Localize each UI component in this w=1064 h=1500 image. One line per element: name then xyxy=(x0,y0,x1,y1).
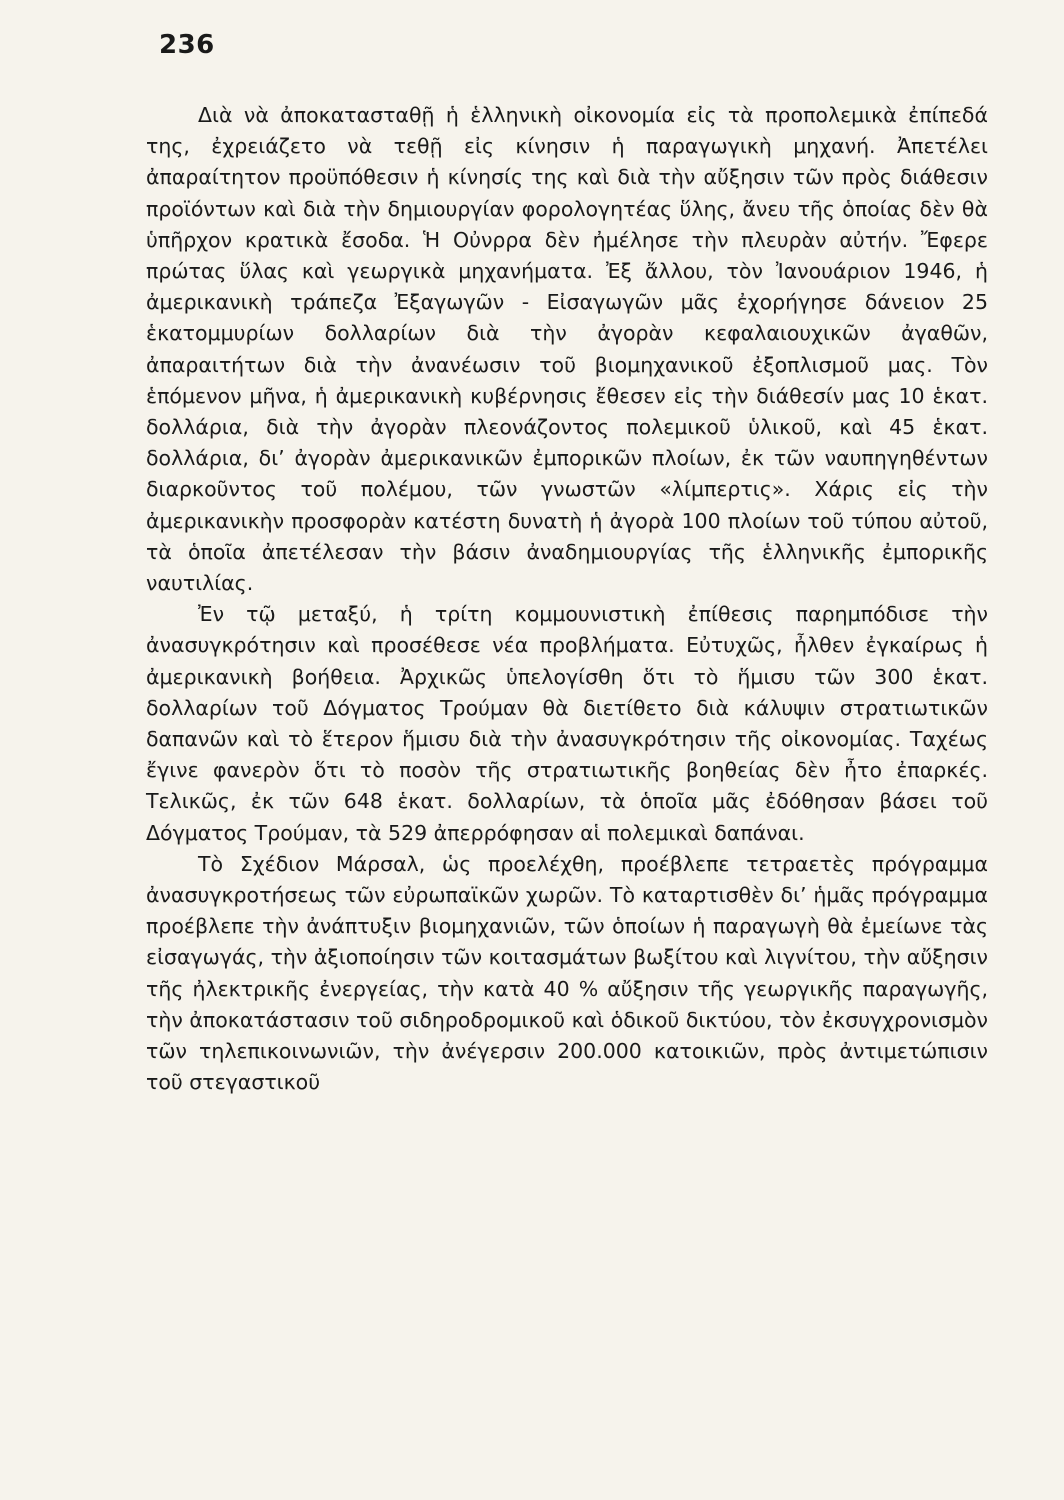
body-text xyxy=(146,100,988,1099)
paragraph-2: Ἐν τῷ μεταξύ, ἡ τρίτη κομμουνιστικὴ ἐπίθεσις παρημπόδισε τὴν ἀνασυγκρότησιν καὶ προσέθεσε νέα προβλήματα. Εὐτυχῶς, ἦλθεν ἐγκαίρως ἡ ἀμερικανικὴ βοήθεια. Ἀρχικῶς ὑπελογίσθη ὅτι τὸ ἥμισυ τῶν 300 ἑκατ. δολλαρίων τοῦ Δόγματος Τρούμαν θὰ διετίθετο διὰ κάλυψιν στρατιωτικῶν δαπανῶν καὶ τὸ ἕτερον ἥμισυ διὰ τὴν ἀνασυγκρότησιν τῆς οἰκονομίας. Ταχέως ἔγινε φανερὸν ὅτι τὸ ποσὸν τῆς στρατιωτικῆς βοηθείας δὲν ἦτο ἐπαρκές. Τελικῶς, ἐκ τῶν 648 ἑκατ. δολλαρίων, τὰ ὁποῖα μᾶς ἐδόθησαν βάσει τοῦ Δόγματος Τρούμαν, τὰ 529 ἀπερρόφησαν αἱ πολεμικαὶ δαπάναι. xyxy=(146,602,988,845)
paragraph-3: Τὸ Σχέδιον Μάρσαλ, ὡς προελέχθη, προέβλεπε τετραετὲς πρόγραμμα ἀνασυγκροτήσεως τῶν εὐρωπαϊκῶν χωρῶν. Τὸ καταρτισθὲν δι’ ἡμᾶς πρόγραμμα προέβλεπε τὴν ἀνάπτυξιν βιομηχανιῶν, τῶν ὁποίων ἡ παραγωγὴ θὰ ἐμείωνε τὰς εἰσαγωγάς, τὴν ἀξιοποίησιν τῶν κοιτασμάτων βωξίτου καὶ λιγνίτου, τὴν αὔξησιν τῆς ἠλεκτρικῆς ἐνεργείας, τὴν κατὰ 40 % αὔξησιν τῆς γεωργικῆς παραγωγῆς, τὴν ἀποκατάστασιν τοῦ σιδηροδρομικοῦ καὶ ὁδικοῦ δικτύου, τὸν ἐκσυγχρονισμὸν τῶν τηλεπικοινωνιῶν, τὴν ἀνέγερσιν 200.000 κατοικιῶν, πρὸς ἀντιμετώπισιν τοῦ στεγαστικοῦ xyxy=(146,851,988,1095)
paragraph-1: Διὰ νὰ ἀποκατασταθῇ ἡ ἑλληνικὴ οἰκονομία εἰς τὰ προπολεμικὰ ἐπίπεδά της, ἐχρειάζετο νὰ τεθῇ εἰς κίνησιν ἡ παραγωγικὴ μηχανή. Ἀπετέλει ἀπαραίτητον προϋπόθεσιν ἡ κίνησίς της καὶ διὰ τὴν αὔξησιν τῶν πρὸς διάθεσιν προϊόντων καὶ διὰ τὴν δημιουργίαν φορολογητέας ὕλης, ἄνευ τῆς ὁποίας δὲν θὰ ὑπῆρχον κρατικὰ ἔσοδα. Ἡ Οὐνρρα δὲν ἠμέλησε τὴν πλευρὰν αὐτήν. Ἔφερε πρώτας ὕλας καὶ γεωργικὰ μηχανήματα. Ἐξ ἄλλου, τὸν Ἰανουάριον 1946, ἡ ἀμερικανικὴ τράπεζα Ἐξαγωγῶν - Εἰσαγωγῶν μᾶς ἐχορήγησε δάνειον 25 ἑκατομμυρίων δολλαρίων διὰ τὴν ἀγορὰν κεφαλαιουχικῶν ἀγαθῶν, ἀπαραιτήτων διὰ τὴν ἀνανέωσιν τοῦ βιομηχανικοῦ ἐξοπλισμοῦ μας. Τὸν ἑπόμενον μῆνα, ἡ ἀμερικανικὴ κυβέρνησις ἔθεσεν εἰς τὴν διάθεσίν μας 10 ἑκατ. δολλάρια, διὰ τὴν ἀγορὰν πλεονάζοντος πολεμικοῦ ὑλικοῦ, καὶ 45 ἑκατ. δολλάρια, δι’ ἀγορὰν ἀμερικανικῶν ἐμπορικῶν πλοίων, ἐκ τῶν ναυπηγηθέντων διαρκοῦντος τοῦ πολέμου, τῶν γνωστῶν «λίμπερτις». Χάρις εἰς τὴν ἀμερικανικὴν προσφορὰν κατέστη δυνατὴ ἡ ἀγορὰ 100 πλοίων τοῦ τύπου αὐτοῦ, τὰ ὁποῖα ἀπετέλεσαν τὴν βάσιν ἀναδημιουργίας τῆς ἑλληνικῆς ἐμπορικῆς ναυτιλίας. xyxy=(146,103,988,596)
page-number: 236 xyxy=(159,30,215,60)
